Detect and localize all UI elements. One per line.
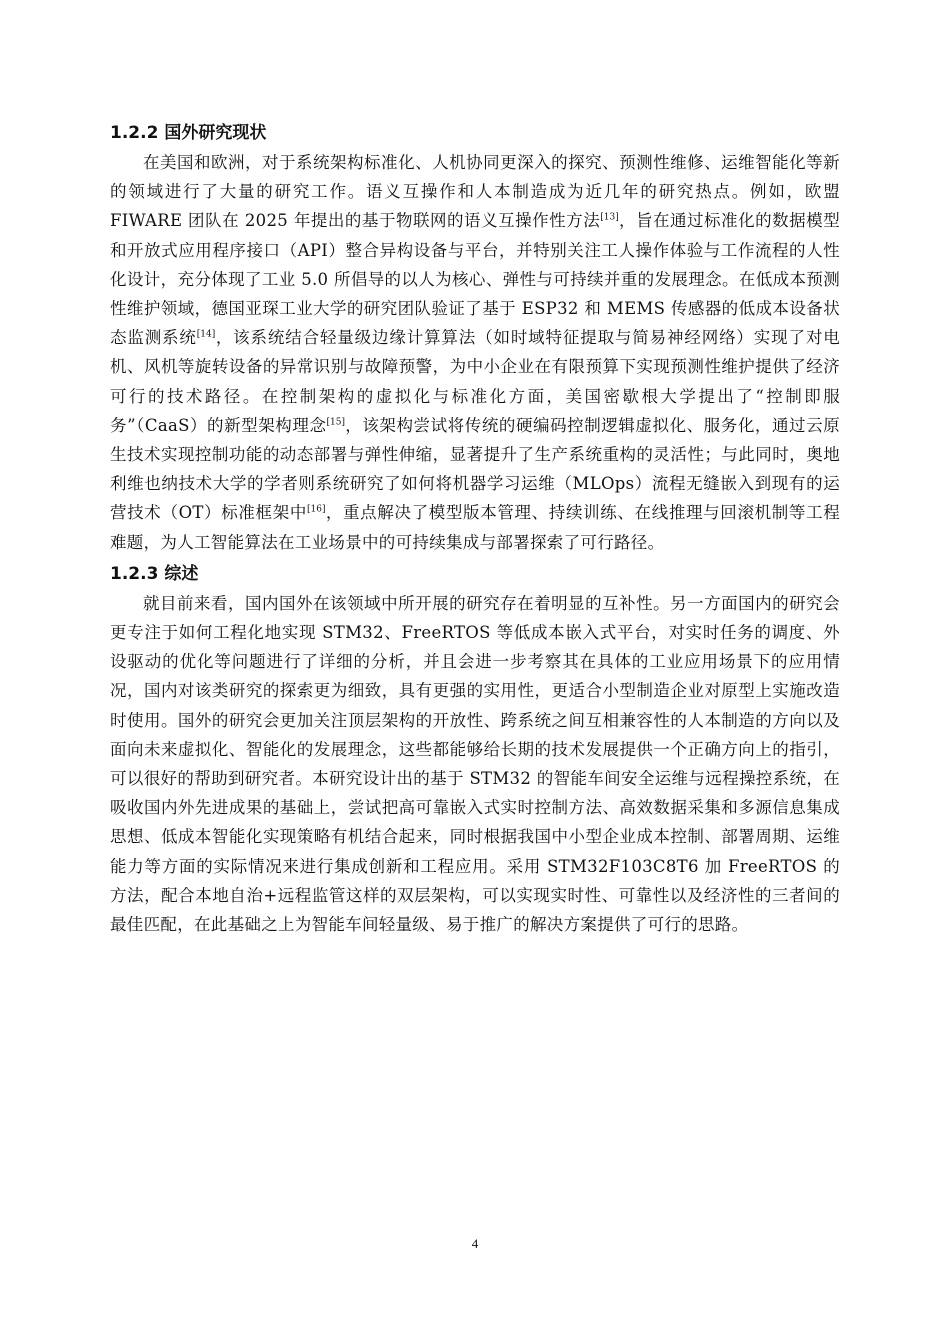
paragraph-text: ，该系统结合轻量级边缘计算算法（如时域特征提取与简易神经网络）实现了对电机、风机等旋转设备的异常识别与故障预警，为中小企业在有限预算下实现预测性维护提供了经济可行的技术路径。在控制架构的虚拟化与标准化方面，美国密歇根大学提出了“控制即服务”（CaaS）的新型架构理念: [110, 328, 840, 435]
section-heading-1-2-3: 1.2.3 综述: [110, 563, 199, 584]
citation-14: [14]: [196, 329, 216, 340]
paragraph-foreign-research: [110, 148, 840, 557]
page-number: 4: [471, 1236, 479, 1251]
paragraph-text: ，重点解决了模型版本管理、持续训练、在线推理与回滚机制等工程难题，为人工智能算法在工业场景中的可持续集成与部署探索了可行路径。: [110, 503, 841, 552]
paragraph-text: ，该架构尝试将传统的硬编码控制逻辑虚拟化、服务化，通过云原生技术实现控制功能的动态部署与弹性伸缩，显著提升了生产系统重构的灵活性；与此同时，奥地利维也纳技术大学的学者则系统研究了如何将机器学习运维（MLOps）流程无缝嵌入到现有的运营技术（OT）标准框架中: [110, 415, 840, 523]
citation-16: [16]: [307, 504, 326, 515]
citation-15: [15]: [326, 417, 345, 428]
citation-13: [13]: [600, 212, 619, 223]
paragraph-text: ，旨在通过标准化的数据模型和开放式应用程序接口（API）整合异构设备与平台，并特别关注工人操作体验与工作流程的人性化设计，充分体现了工业 5.0 所倡导的以人为核心、弹性与可持续并重的发展理念。在低成本预测性维护领域，德国亚琛工业大学的研究团队验证了基于 ESP32 和 MEMS 传感器的低成本设备状态监测系统: [110, 211, 840, 348]
section-heading-1-2-2: 1.2.2 国外研究现状: [110, 123, 267, 143]
page-body: [110, 120, 840, 939]
paragraph-text: 在美国和欧洲，对于系统架构标准化、人机协同更深入的探究、预测性维修、运维智能化等新的领域进行了大量的研究工作。语义互操作和人本制造成为近几年的研究热点。例如，欧盟 FIWARE 团队在 2025 年提出的基于物联网的语义互操作性方法: [110, 153, 840, 231]
paragraph-summary: 就目前来看，国内国外在该领域中所开展的研究存在着明显的互补性。另一方面国内的研究会更专注于如何工程化地实现 STM32、FreeRTOS 等低成本嵌入式平台，对实时任务的调度、外设驱动的优化等问题进行了详细的分析，并且会进一步考察其在具体的工业应用场景下的应用情况，国内对该类研究的探索更为细致，具有更强的实用性，更适合小型制造企业对原型上实施改造时使用。国外的研究会更加关注顶层架构的开放性、跨系统之间互相兼容性的人本制造的方向以及面向未来虚拟化、智能化的发展理念，这些都能够给长期的技术发展提供一个正确方向上的指引，可以很好的帮助到研究者。本研究设计出的基于 STM32 的智能车间安全运维与远程操控系统，在吸收国内外先进成果的基础上，尝试把高可靠嵌入式实时控制方法、高效数据采集和多源信息集成思想、低成本智能化实现策略有机结合起来，同时根据我国中小型企业成本控制、部署周期、运维能力等方面的实际情况来进行集成创新和工程应用。采用 STM32F103C8T6 加 FreeRTOS 的方法，配合本地自治+远程监管这样的双层架构，可以实现实时性、可靠性以及经济性的三者间的最佳匹配，在此基础之上为智能车间轻量级、易于推广的解决方案提供了可行的思路。: [110, 593, 840, 935]
